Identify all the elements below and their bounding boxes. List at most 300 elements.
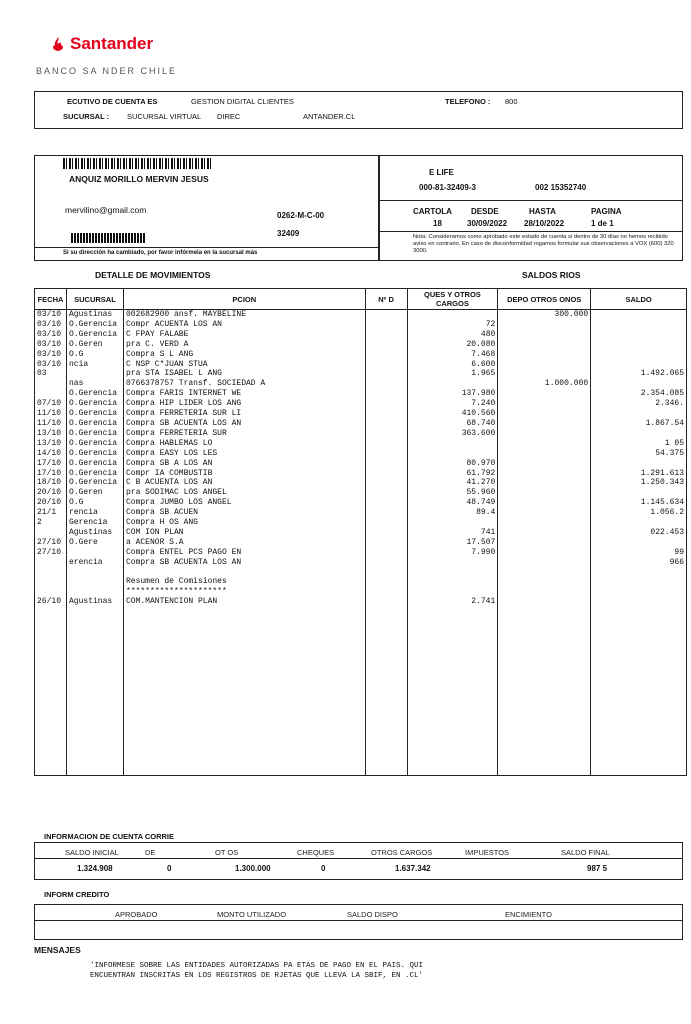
summary-title: INFORMACION DE CUENTA CORRIE <box>44 832 174 841</box>
table-cell <box>591 657 687 667</box>
table-cell: O.Geren <box>66 340 123 350</box>
executive-box <box>34 91 683 129</box>
table-cell <box>66 627 123 637</box>
movements-col-header: Nº D <box>365 289 407 310</box>
messages-title: MENSAJES <box>34 945 81 955</box>
table-cell <box>591 488 687 498</box>
table-cell: O.Gerencia <box>66 330 123 340</box>
table-row <box>35 310 687 320</box>
table-cell <box>498 399 591 409</box>
client-code1: 0262-M-C-00 <box>277 211 325 220</box>
summary-header: DE <box>145 848 156 857</box>
table-cell: 99 <box>591 548 687 558</box>
table-row <box>35 607 687 617</box>
table-cell <box>498 706 591 716</box>
table-cell <box>365 706 407 716</box>
table-cell <box>123 736 365 746</box>
table-cell <box>365 320 407 330</box>
table-cell <box>365 696 407 706</box>
table-cell <box>35 756 67 766</box>
table-cell <box>407 439 498 449</box>
table-row <box>35 379 687 389</box>
table-cell: Compra HIP LIDER LOS ANG <box>123 399 365 409</box>
table-cell <box>591 716 687 726</box>
logo-text: Santander <box>70 34 154 53</box>
table-cell <box>365 676 407 686</box>
table-row <box>35 459 687 469</box>
table-row <box>35 389 687 399</box>
table-cell <box>498 360 591 370</box>
table-cell <box>591 746 687 756</box>
table-row <box>35 528 687 538</box>
table-cell: O.G <box>66 350 123 360</box>
table-cell <box>365 350 407 360</box>
table-row <box>35 439 687 449</box>
table-cell <box>498 627 591 637</box>
table-cell <box>407 676 498 686</box>
table-cell: erencia <box>66 558 123 568</box>
client-box <box>34 155 380 261</box>
account-note: Nota: Consideramos como aprobado este estado de cuenta si dentro de 30 días no hemos recibido aviso en contrario. En caso de disconformidad rogamos formular sus observaciones a VOX (600) 320 3000. <box>413 234 674 254</box>
table-cell <box>66 548 123 558</box>
table-cell: O.Gerencia <box>66 439 123 449</box>
table-row <box>35 488 687 498</box>
table-cell <box>591 607 687 617</box>
credit-header: APROBADO <box>115 910 158 919</box>
table-row <box>35 399 687 409</box>
table-cell: COM ION PLAN <box>123 528 365 538</box>
table-cell <box>498 469 591 479</box>
table-cell <box>407 558 498 568</box>
table-cell <box>407 518 498 528</box>
table-cell: Compra SB ACUEN <box>123 508 365 518</box>
table-cell <box>591 686 687 696</box>
table-cell: 26/10 <box>35 597 67 607</box>
table-cell <box>498 736 591 746</box>
table-cell <box>498 696 591 706</box>
table-cell <box>123 637 365 647</box>
summary-value: 0 <box>167 864 172 873</box>
table-cell <box>591 667 687 677</box>
table-cell <box>365 429 407 439</box>
table-row <box>35 469 687 479</box>
table-cell: pra C. VERD A <box>123 340 365 350</box>
movements-title: DETALLE DE MOVIMIENTOS <box>95 270 211 280</box>
table-cell <box>407 756 498 766</box>
table-cell: 1.000.000 <box>498 379 591 389</box>
table-cell: a ACENOR S.A <box>123 538 365 548</box>
table-row <box>35 765 687 775</box>
table-cell <box>365 627 407 637</box>
table-cell: 741 <box>407 528 498 538</box>
table-cell <box>498 716 591 726</box>
table-cell <box>66 568 123 578</box>
table-cell <box>35 696 67 706</box>
table-cell <box>407 736 498 746</box>
table-cell <box>123 726 365 736</box>
table-cell <box>407 449 498 459</box>
cartola-label: CARTOLA <box>413 207 452 216</box>
table-cell <box>591 736 687 746</box>
table-cell <box>591 360 687 370</box>
table-cell <box>35 379 67 389</box>
table-cell <box>407 577 498 587</box>
table-cell <box>35 587 67 597</box>
table-cell: Compra FERRETERIA SUR LI <box>123 409 365 419</box>
table-cell <box>407 726 498 736</box>
table-cell <box>66 726 123 736</box>
table-row <box>35 746 687 756</box>
table-cell <box>498 548 591 558</box>
table-cell: COM.MANTENCION PLAN <box>123 597 365 607</box>
table-row <box>35 330 687 340</box>
table-cell: Compra FERRETERIA SUR <box>123 429 365 439</box>
table-cell: 7.990 <box>407 548 498 558</box>
desde-value: 30/09/2022 <box>467 219 508 228</box>
table-row <box>35 508 687 518</box>
credit-header: ENCIMIENTO <box>505 910 552 919</box>
table-cell <box>66 607 123 617</box>
table-cell: Compra SB ACUENTA LOS AN <box>123 558 365 568</box>
table-cell <box>498 568 591 578</box>
table-cell: 300.000 <box>498 310 591 320</box>
table-cell <box>498 459 591 469</box>
table-cell: 480 <box>407 330 498 340</box>
table-cell <box>591 538 687 548</box>
table-cell: 966 <box>591 558 687 568</box>
summary-header: SALDO INICIAL <box>65 848 119 857</box>
table-cell <box>591 518 687 528</box>
pagina-value: 1 de 1 <box>591 219 614 228</box>
table-cell <box>123 756 365 766</box>
table-cell <box>365 409 407 419</box>
table-cell <box>591 765 687 775</box>
table-cell <box>407 568 498 578</box>
table-cell <box>66 617 123 627</box>
branch-value: SUCURSAL VIRTUAL <box>127 112 202 121</box>
table-cell: 41.270 <box>407 478 498 488</box>
table-cell <box>35 577 67 587</box>
table-cell <box>365 449 407 459</box>
table-cell <box>66 686 123 696</box>
table-cell <box>591 429 687 439</box>
table-cell <box>365 686 407 696</box>
table-cell <box>35 528 67 538</box>
table-cell <box>66 716 123 726</box>
table-cell <box>66 746 123 756</box>
table-cell <box>498 389 591 399</box>
table-cell: 27/10 <box>35 538 67 548</box>
table-cell <box>66 657 123 667</box>
table-cell <box>591 350 687 360</box>
table-cell <box>35 657 67 667</box>
table-cell: O.Gerencia <box>66 389 123 399</box>
table-cell <box>365 587 407 597</box>
table-cell: 2 <box>35 518 67 528</box>
table-cell <box>498 508 591 518</box>
table-cell <box>365 360 407 370</box>
table-cell <box>66 577 123 587</box>
table-cell <box>365 607 407 617</box>
table-cell <box>591 340 687 350</box>
table-cell <box>123 686 365 696</box>
table-cell <box>66 676 123 686</box>
table-cell <box>365 469 407 479</box>
table-cell <box>498 528 591 538</box>
table-cell <box>365 568 407 578</box>
table-cell <box>591 409 687 419</box>
table-cell <box>407 686 498 696</box>
branch-label: SUCURSAL : <box>63 112 110 121</box>
table-cell: 13/10 <box>35 439 67 449</box>
table-cell: 6.600 <box>407 360 498 370</box>
table-cell: 1 05 <box>591 439 687 449</box>
movements-col-header: QUES Y OTROS CARGOS <box>407 289 498 310</box>
hasta-value: 28/10/2022 <box>524 219 565 228</box>
table-cell <box>498 597 591 607</box>
table-cell <box>365 765 407 775</box>
table-row <box>35 726 687 736</box>
table-cell: 27/10 <box>35 548 67 558</box>
table-row <box>35 538 687 548</box>
table-cell <box>498 498 591 508</box>
table-cell: 55.960 <box>407 488 498 498</box>
table-cell: O.Gerencia <box>66 469 123 479</box>
table-cell: O.Gerencia <box>66 320 123 330</box>
table-cell: 022.453 <box>591 528 687 538</box>
table-cell: 363.600 <box>407 429 498 439</box>
executive-label: ECUTIVO DE CUENTA ES <box>67 97 158 106</box>
executive-value: GESTION DIGITAL CLIENTES <box>191 97 294 106</box>
movements-body <box>35 310 687 776</box>
table-cell <box>498 429 591 439</box>
table-row <box>35 617 687 627</box>
table-cell <box>123 667 365 677</box>
table-cell <box>123 607 365 617</box>
table-cell <box>407 746 498 756</box>
table-cell <box>365 756 407 766</box>
table-cell: 03/10 <box>35 340 67 350</box>
table-cell: 03/10 <box>35 350 67 360</box>
table-cell: 7.468 <box>407 350 498 360</box>
table-cell: 11/10 <box>35 419 67 429</box>
table-cell <box>365 548 407 558</box>
table-cell <box>591 568 687 578</box>
table-cell <box>365 528 407 538</box>
table-cell <box>35 706 67 716</box>
table-cell <box>35 716 67 726</box>
table-cell: Compra HABLEMAS LO <box>123 439 365 449</box>
table-row <box>35 647 687 657</box>
table-cell <box>365 419 407 429</box>
table-row <box>35 667 687 677</box>
table-cell <box>123 746 365 756</box>
table-cell <box>498 577 591 587</box>
table-row <box>35 577 687 587</box>
table-cell: 1.291.613 <box>591 469 687 479</box>
table-cell: 80.970 <box>407 459 498 469</box>
table-cell: 14/10 <box>35 449 67 459</box>
table-cell <box>498 657 591 667</box>
message-line-1: 'INFORMESE SOBRE LAS ENTIDADES AUTORIZADAS PA ETAS DE PAGO EN EL PAIS. QUI <box>90 962 424 970</box>
table-cell <box>591 597 687 607</box>
table-cell: 07/10 <box>35 399 67 409</box>
table-cell <box>591 706 687 716</box>
table-cell <box>365 617 407 627</box>
table-cell: O.Gerencia <box>66 419 123 429</box>
table-cell <box>498 676 591 686</box>
table-cell <box>498 765 591 775</box>
table-cell <box>407 706 498 716</box>
table-cell <box>66 637 123 647</box>
table-cell: C FPAY FALABE <box>123 330 365 340</box>
table-cell <box>365 340 407 350</box>
table-cell <box>407 607 498 617</box>
table-row <box>35 736 687 746</box>
address-notice: Si su dirección ha cambiado, por favor infórmela en la sucursal más <box>63 250 258 256</box>
table-row <box>35 657 687 667</box>
table-cell <box>498 518 591 528</box>
table-cell <box>35 736 67 746</box>
table-cell <box>365 577 407 587</box>
table-cell: 1.492.065 <box>591 369 687 379</box>
table-cell: pra SODIMAC LOS ANGEL <box>123 488 365 498</box>
table-cell: ncia <box>66 360 123 370</box>
table-row <box>35 696 687 706</box>
table-cell <box>365 508 407 518</box>
table-cell <box>407 627 498 637</box>
summary-value: 0 <box>321 864 326 873</box>
table-row <box>35 498 687 508</box>
table-cell <box>498 449 591 459</box>
table-row <box>35 716 687 726</box>
table-row <box>35 686 687 696</box>
table-cell: 89.4 <box>407 508 498 518</box>
desde-label: DESDE <box>471 207 499 216</box>
message-line-2: ENCUENTRAN INSCRITAS EN LOS REGISTROS DE RJETAS QUE LLEVA LA SBIF, EN .CL' <box>90 972 424 980</box>
table-cell <box>591 647 687 657</box>
table-cell <box>498 488 591 498</box>
table-cell <box>123 568 365 578</box>
table-cell: O.Gerencia <box>66 429 123 439</box>
table-row <box>35 676 687 686</box>
table-cell: 11/10 <box>35 409 67 419</box>
table-cell <box>35 558 67 568</box>
table-cell <box>365 389 407 399</box>
table-cell <box>123 627 365 637</box>
table-cell: O.Gerencia <box>66 449 123 459</box>
table-cell <box>591 637 687 647</box>
movements-col-header: SUCURSAL <box>66 289 123 310</box>
table-cell: Compra S L ANG <box>123 350 365 360</box>
credit-box <box>34 904 683 940</box>
table-cell: 7.240 <box>407 399 498 409</box>
table-cell <box>407 617 498 627</box>
table-cell <box>591 726 687 736</box>
table-row <box>35 369 687 379</box>
table-cell: 03/10 <box>35 330 67 340</box>
table-cell: 20/10 <box>35 498 67 508</box>
table-cell <box>591 627 687 637</box>
client-email: mervilino@gmail.com <box>65 205 147 215</box>
table-cell <box>35 765 67 775</box>
table-row <box>35 350 687 360</box>
table-cell: Compr ACUENTA LOS AN <box>123 320 365 330</box>
summary-header: CHEQUES <box>297 848 335 857</box>
table-cell: C B ACUENTA LOS AN <box>123 478 365 488</box>
table-cell <box>498 409 591 419</box>
table-cell: Compra FARIS INTERNET WE <box>123 389 365 399</box>
table-cell <box>498 478 591 488</box>
table-cell <box>498 647 591 657</box>
table-cell <box>591 330 687 340</box>
table-cell: 48.749 <box>407 498 498 508</box>
table-cell <box>365 657 407 667</box>
table-cell: O.Gerencia <box>66 478 123 488</box>
table-cell <box>498 340 591 350</box>
table-row <box>35 706 687 716</box>
table-cell <box>591 676 687 686</box>
table-cell: Compra EASY LOS LES <box>123 449 365 459</box>
table-row <box>35 419 687 429</box>
table-cell <box>365 369 407 379</box>
table-cell <box>365 637 407 647</box>
summary-value: 1.300.000 <box>235 864 271 873</box>
table-cell <box>498 330 591 340</box>
table-cell <box>498 538 591 548</box>
phone-value: 800 <box>505 97 518 106</box>
table-cell: 1.056.2 <box>591 508 687 518</box>
table-cell <box>498 369 591 379</box>
table-cell <box>498 350 591 360</box>
table-cell <box>407 765 498 775</box>
table-cell: pra STA ISABEL L ANG <box>123 369 365 379</box>
summary-header: IMPUESTOS <box>465 848 510 857</box>
table-cell <box>498 419 591 429</box>
table-cell <box>407 696 498 706</box>
summary-value: 1.324.908 <box>77 864 113 873</box>
table-cell <box>123 706 365 716</box>
table-row <box>35 478 687 488</box>
table-row <box>35 409 687 419</box>
table-cell <box>407 637 498 647</box>
movements-col-header: FECHA <box>35 289 67 310</box>
table-cell: 0766378757 Transf. SOCIEDAD A <box>123 379 365 389</box>
table-cell <box>35 726 67 736</box>
table-cell: 21/1 <box>35 508 67 518</box>
table-cell: 1.867.54 <box>591 419 687 429</box>
table-cell <box>123 617 365 627</box>
hasta-label: HASTA <box>529 207 556 216</box>
table-cell: O.Geren <box>66 488 123 498</box>
table-cell: Compra JUMBO LOS ANGEL <box>123 498 365 508</box>
table-cell: 03 <box>35 369 67 379</box>
table-cell <box>407 657 498 667</box>
santander-logo <box>50 34 153 54</box>
table-cell <box>123 765 365 775</box>
table-cell <box>123 647 365 657</box>
table-cell: rencia <box>66 508 123 518</box>
table-cell <box>365 399 407 409</box>
table-row <box>35 449 687 459</box>
table-cell <box>365 647 407 657</box>
table-cell: 03/10 <box>35 360 67 370</box>
table-cell <box>66 756 123 766</box>
pagina-label: PAGINA <box>591 207 622 216</box>
table-cell <box>591 577 687 587</box>
table-cell: Agustinas <box>66 597 123 607</box>
movements-col-header: PCION <box>123 289 365 310</box>
